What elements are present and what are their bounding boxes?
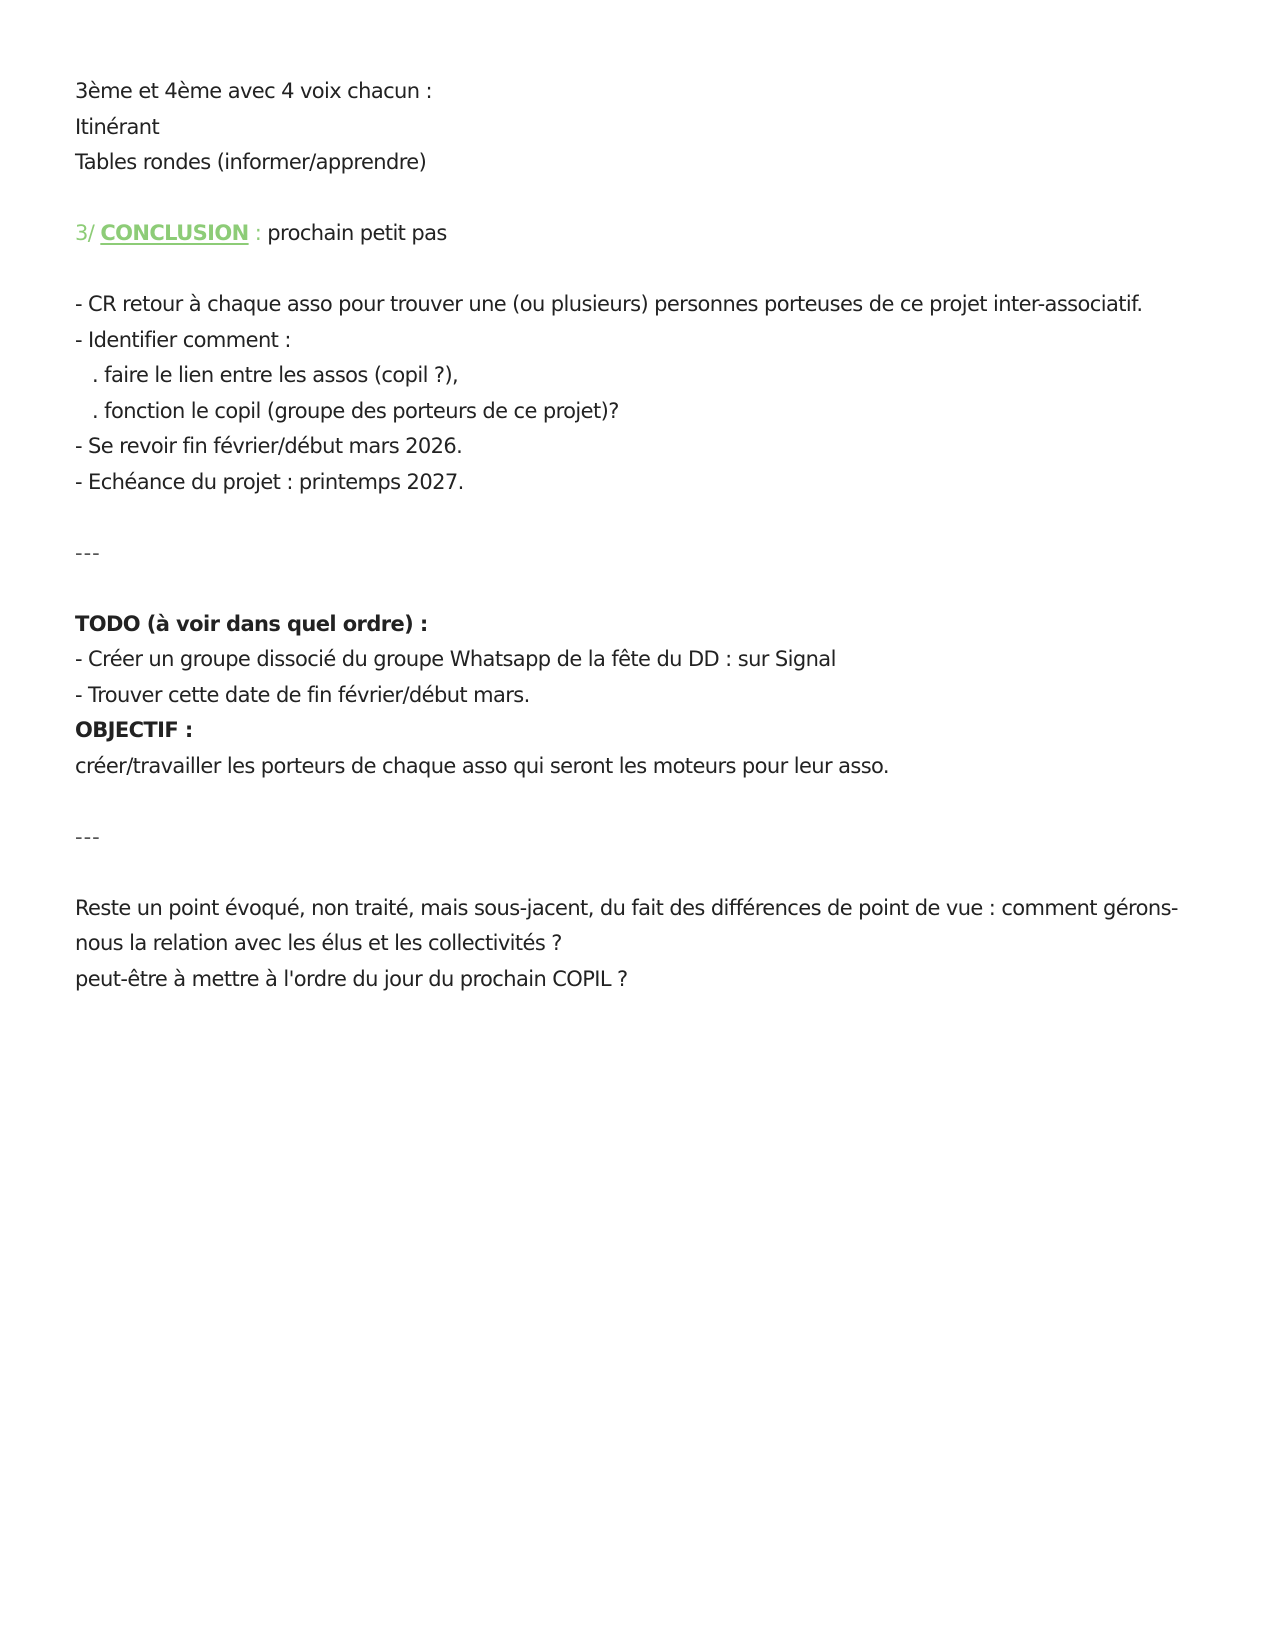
conclusion-item: - Identifier comment : (75, 327, 291, 352)
conclusion-number: 3/ (75, 221, 101, 245)
conclusion-item: - CR retour à chaque asso pour trouver une (ou plusieurs) personnes porteuses de ce projet inter-associatif. (75, 292, 1143, 316)
conclusion-colon: : (248, 221, 262, 245)
todo-item: - Créer un groupe dissocié du groupe Whatsapp de la fête du DD : sur Signal (75, 647, 836, 671)
separator: --- (75, 540, 101, 565)
todo-item: - Trouver cette date de fin février/début mars. (75, 682, 530, 707)
spacer (75, 784, 1205, 820)
closing-line-3: peut-être à mettre à l'ordre du jour du prochain COPIL ? (75, 966, 628, 991)
conclusion-subtitle: prochain petit pas (261, 221, 447, 245)
separator: --- (75, 824, 101, 849)
todo-heading: TODO (à voir dans quel ordre) : (75, 611, 428, 636)
conclusion-title-link[interactable]: CONCLUSION (100, 221, 249, 245)
objective-text: créer/travailler les porteurs de chaque asso qui seront les moteurs pour leur asso. (75, 753, 890, 778)
spacer (75, 571, 1205, 607)
votes-line-1: 3ème et 4ème avec 4 voix chacun : (75, 79, 433, 103)
spacer (75, 252, 1205, 288)
conclusion-item: - Se revoir fin février/début mars 2026. (75, 434, 463, 458)
votes-line-3: Tables rondes (informer/apprendre) (75, 150, 427, 174)
document-page (75, 74, 1205, 997)
conclusion-subitem: . faire le lien entre les assos (copil ?), (92, 363, 459, 387)
votes-line-2: Itinérant (75, 114, 160, 139)
closing-line-1: Reste un point évoqué, non traité, mais sous-jacent, du fait des différences de point de vue : comment gérons- (75, 895, 1178, 920)
objective-heading: OBJECTIF : (75, 718, 193, 742)
conclusion-heading (75, 216, 1205, 252)
spacer (75, 855, 1205, 891)
conclusion-subitem: . fonction le copil (groupe des porteurs de ce projet)? (92, 398, 619, 423)
conclusion-item: - Echéance du projet : printemps 2027. (75, 469, 464, 494)
spacer (75, 500, 1205, 536)
spacer (75, 181, 1205, 217)
closing-line-2: nous la relation avec les élus et les collectivités ? (75, 931, 562, 955)
